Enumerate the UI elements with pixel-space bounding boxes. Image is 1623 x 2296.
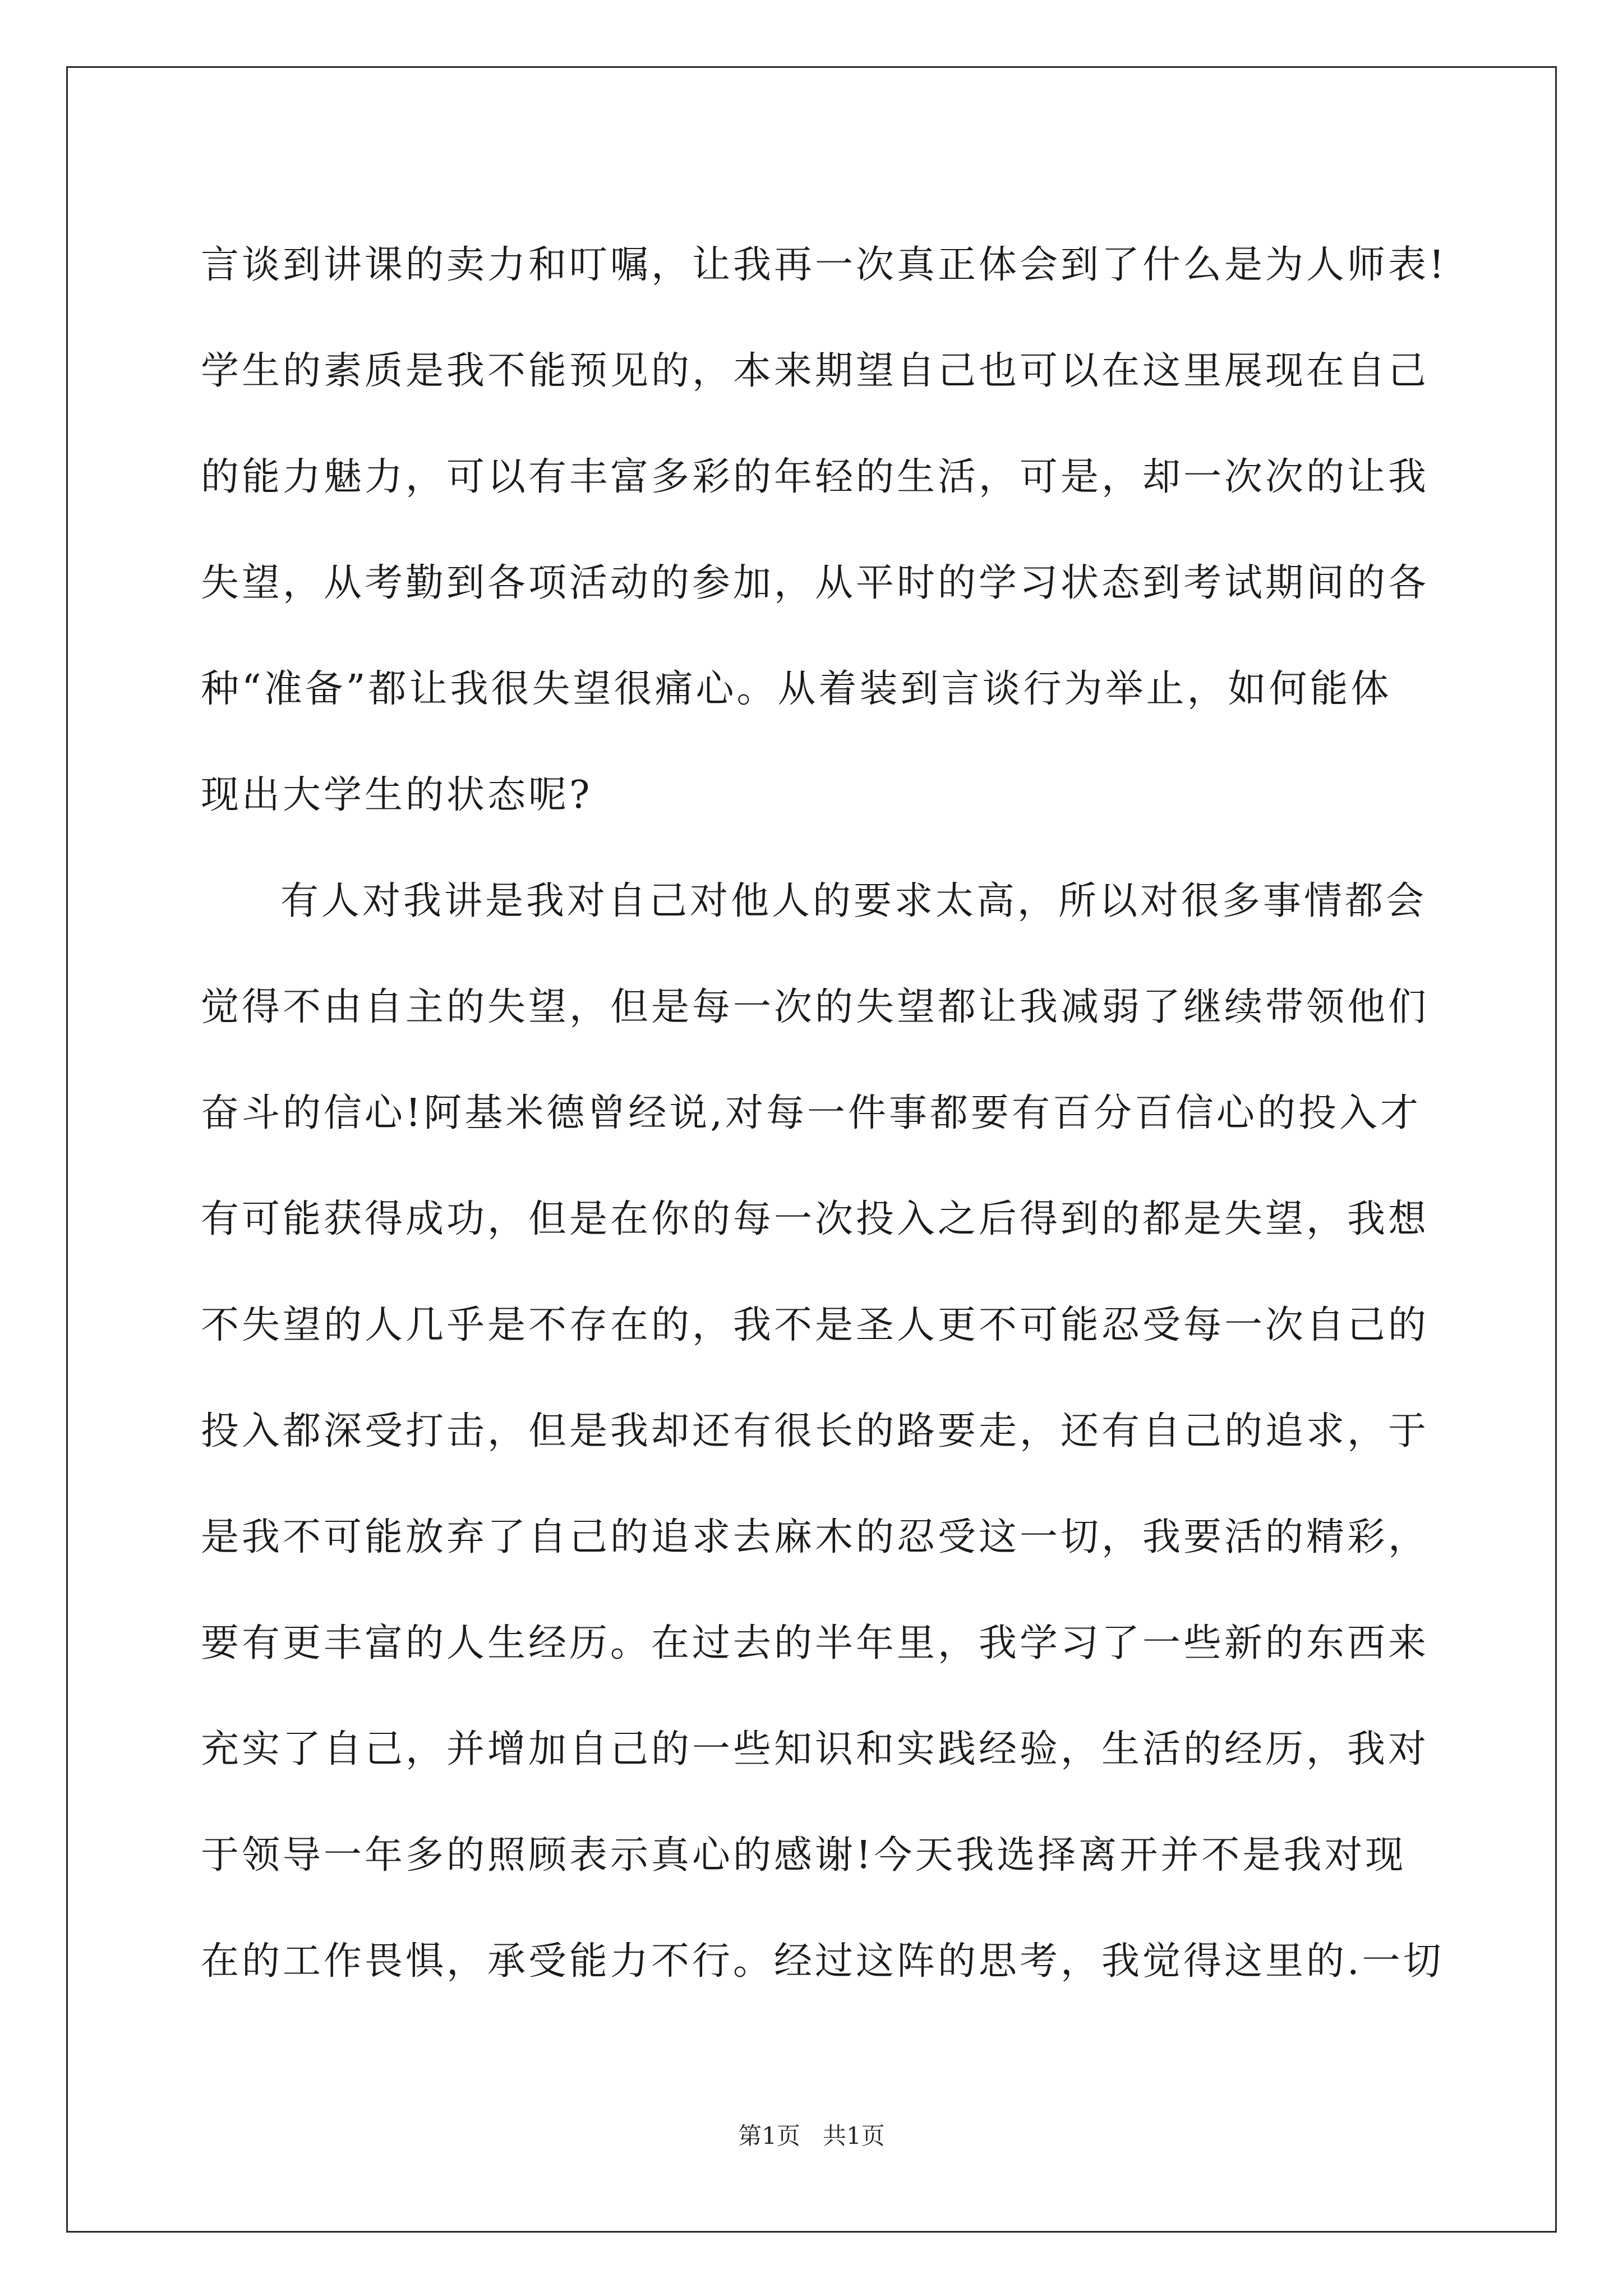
text-line: 现出大学生的状态呢? bbox=[201, 773, 593, 817]
text-line: 的能力魅力，可以有丰富多彩的年轻的生活，可是，却一次次的让我 bbox=[201, 455, 1430, 499]
text-line: 学生的素质是我不能预见的，本来期望自己也可以在这里展现在自己 bbox=[201, 349, 1430, 393]
text-line: 充实了自己，并增加自己的一些知识和实践经验，生活的经历，我对 bbox=[201, 1727, 1430, 1772]
text-line: 言谈到讲课的卖力和叮嘱，让我再一次真正体会到了什么是为人师表! bbox=[201, 243, 1447, 287]
text-line: 投入都深受打击，但是我却还有很长的路要走，还有自己的追求，于 bbox=[201, 1409, 1430, 1453]
text-line: 是我不可能放弃了自己的追求去麻木的忍受这一切，我要活的精彩， bbox=[201, 1515, 1430, 1559]
text-line: 觉得不由自主的失望，但是每一次的失望都让我减弱了继续带领他们 bbox=[201, 985, 1430, 1029]
text-line: 不失望的人几乎是不存在的，我不是圣人更不可能忍受每一次自己的 bbox=[201, 1303, 1430, 1347]
text-line: 于领导一年多的照顾表示真心的感谢!今天我选择离开并不是我对现 bbox=[201, 1833, 1407, 1878]
text-line: 在的工作畏惧，承受能力不行。经过这阵的思考，我觉得这里的.一切 bbox=[201, 1939, 1444, 1984]
text-line: 奋斗的信心!阿基米德曾经说,对每一件事都要有百分百信心的投入才 bbox=[201, 1091, 1421, 1135]
text-line: 种“准备”都让我很失望很痛心。从着装到言谈行为举止，如何能体 bbox=[201, 667, 1392, 711]
text-line: 要有更丰富的人生经历。在过去的半年里，我学习了一些新的东西来 bbox=[201, 1621, 1430, 1665]
text-line: 失望，从考勤到各项活动的参加，从平时的学习状态到考试期间的各 bbox=[201, 561, 1430, 605]
text-line: 有可能获得成功，但是在你的每一次投入之后得到的都是失望，我想 bbox=[201, 1197, 1430, 1241]
page-footer: 第1页 共1页 bbox=[738, 2122, 885, 2150]
document-body bbox=[201, 212, 1447, 2014]
paragraph-start-line: 有人对我讲是我对自己对他人的要求太高，所以对很多事情都会 bbox=[280, 879, 1427, 923]
